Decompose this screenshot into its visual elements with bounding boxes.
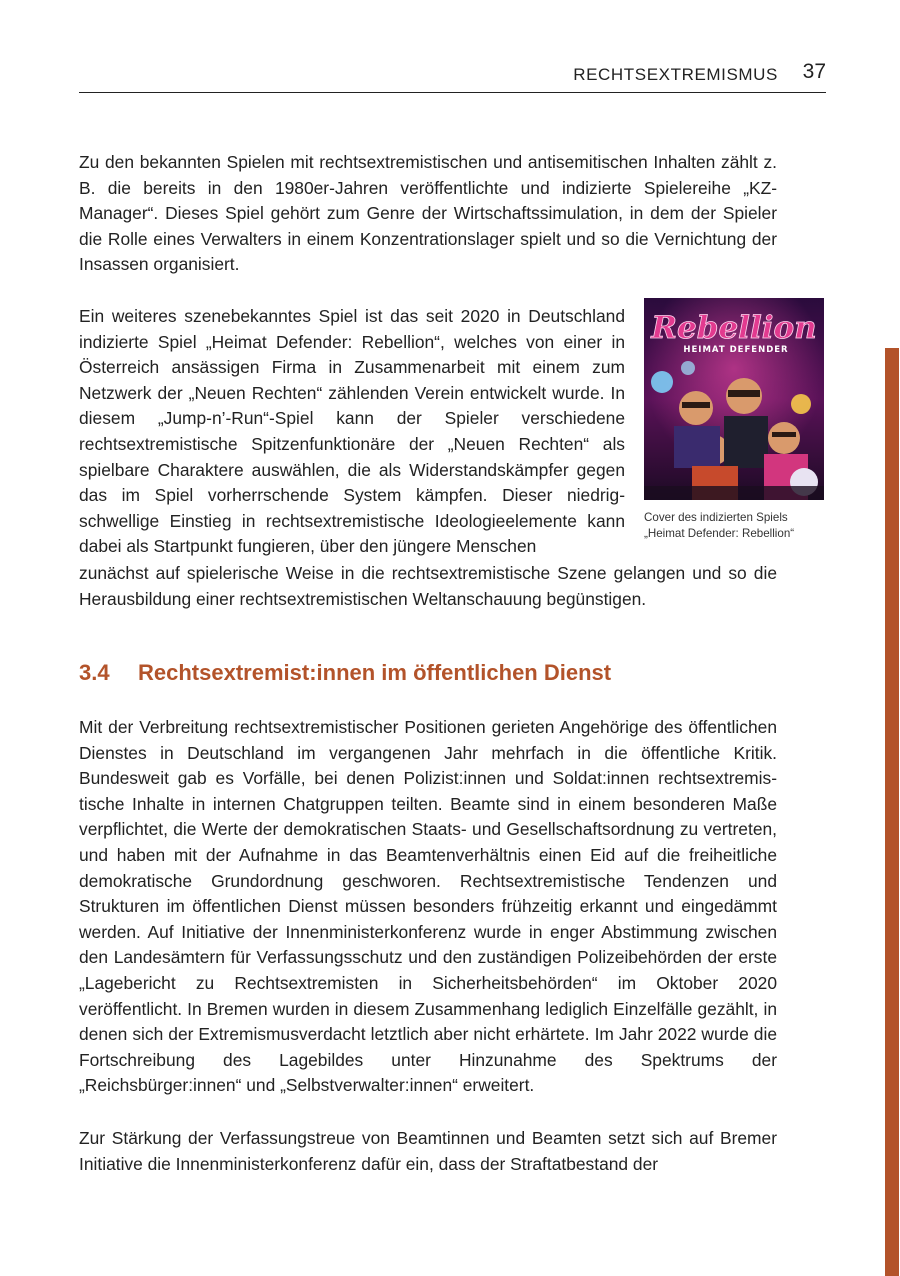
game-cover-image (644, 298, 824, 500)
running-header-title: RECHTSEXTREMISMUS (573, 65, 778, 84)
paragraph-kz-manager: Zu den bekannten Spielen mit rechtsextremistischen und antisemitischen Inhalten zählt z. B. die bereits in den 1980er-Jahren veröffentlichte und indizierte Spielereihe „KZ-Manager“. Dieses Spiel gehört zum Genre der Wirtschaftssimulation, in dem der Spieler die Rolle eines Verwalters in einem Konzentrationslager spielt und so die Vernichtung der Insassen organisiert. (79, 152, 777, 275)
page-header (79, 60, 826, 93)
caption-line-2: „Heimat Defender: Rebellion“ (644, 527, 795, 540)
paragraph-constitutional-loyalty: Zur Stärkung der Verfassungstreue von Beamtinnen und Beamten setzt sich auf Bremer Initiative die Innenministerkonferenz dafür ein, dass der Straftatbestand der (79, 1128, 777, 1174)
section-number: 3.4 (79, 660, 110, 685)
cover-title-text: Rebellion (651, 310, 817, 346)
paragraph-public-service: Mit der Verbreitung rechtsextremistischer Positionen gerieten Angehörige des öffentlichen Dienstes in Deutschland im vergangenen Jahr mehrfach in die öffentliche Kritik. Bundesweit gab es Vorfälle, bei denen Polizist:innen und Soldat:innen rechtsextremistische Inhalte in internen Chatgruppen teilten. Beamte sind in einem besonderen Maße verpflichtet, die Werte der demokratischen Staats- und Gesellschaftsordnung zu vertreten, und haben mit der Aufnahme in das Beamtenverhältnis einen Eid auf die freiheitliche demokratische Grundordnung geschworen. Rechtsextremistische Tendenzen und Strukturen im öffentlichen Dienst müssen besonders frühzeitig erkannt und eingedämmt werden. Auf Initiative der Innenministerkonferenz wurde in enger Abstimmung zwischen den Landesämtern für Verfassungsschutz und den zuständigen Polizeibehörden der erste „Lagebericht zu Rechtsextremisten in Sicherheitsbehörden“ im Oktober 2020 veröffentlicht. In Bremen wurden in diesem Zusammenhang lediglich Einzelfälle gezählt, in denen sich der Extremismusverdacht letztlich aber nicht erhärtete. Im Jahr 2022 wurde die Fortschreibung des Lagebildes unter Hinzunahme des Spektrums der „Reichsbürger:innen“ und „Selbstverwalter:innen“ erweitert. (79, 717, 777, 1096)
paragraph-heimat-defender-continued: zunächst auf spielerische Weise in die rechtsextremistische Szene gelangen und so die Herausbildung einer rechtsextremistischen Weltanschauung begünstigen. (79, 563, 777, 609)
section-heading (79, 660, 611, 686)
game-cover-figure (644, 298, 824, 542)
side-accent-bar (885, 348, 899, 1276)
page-number: 37 (802, 60, 826, 83)
paragraph-heimat-defender: Ein weiteres szenebekanntes Spiel ist das seit 2020 in Deutschland indizierte Spiel „Heimat Defender: Rebellion“, welches von einer in Österreich ansässigen Firma in Zusammenarbeit mit einem zum Netzwerk der „Neuen Rechten“ zählenden Verein entwickelt wurde. In diesem „Jump-n’-Run“-Spiel kann der Spieler verschiedene rechtsextremistische Spitzenfunktionäre der „Neuen Rechten“ als spielbare Charaktere auswählen, die als Widerstandskämpfer gegen das im Spiel vorherrschende System kämpfen. Dieser niedrigschwellige Einstieg in rechtsextremistische Ideologieelemente kann dabei als Startpunkt fungieren, über den jüngere Menschen (79, 306, 625, 557)
caption-line-1: Cover des indizierten Spiels (644, 511, 788, 524)
section-title: Rechtsextremist:innen im öffentlichen Dienst (138, 660, 612, 685)
cover-subtitle-text: HEIMAT DEFENDER (683, 345, 789, 355)
figure-caption (644, 510, 824, 542)
